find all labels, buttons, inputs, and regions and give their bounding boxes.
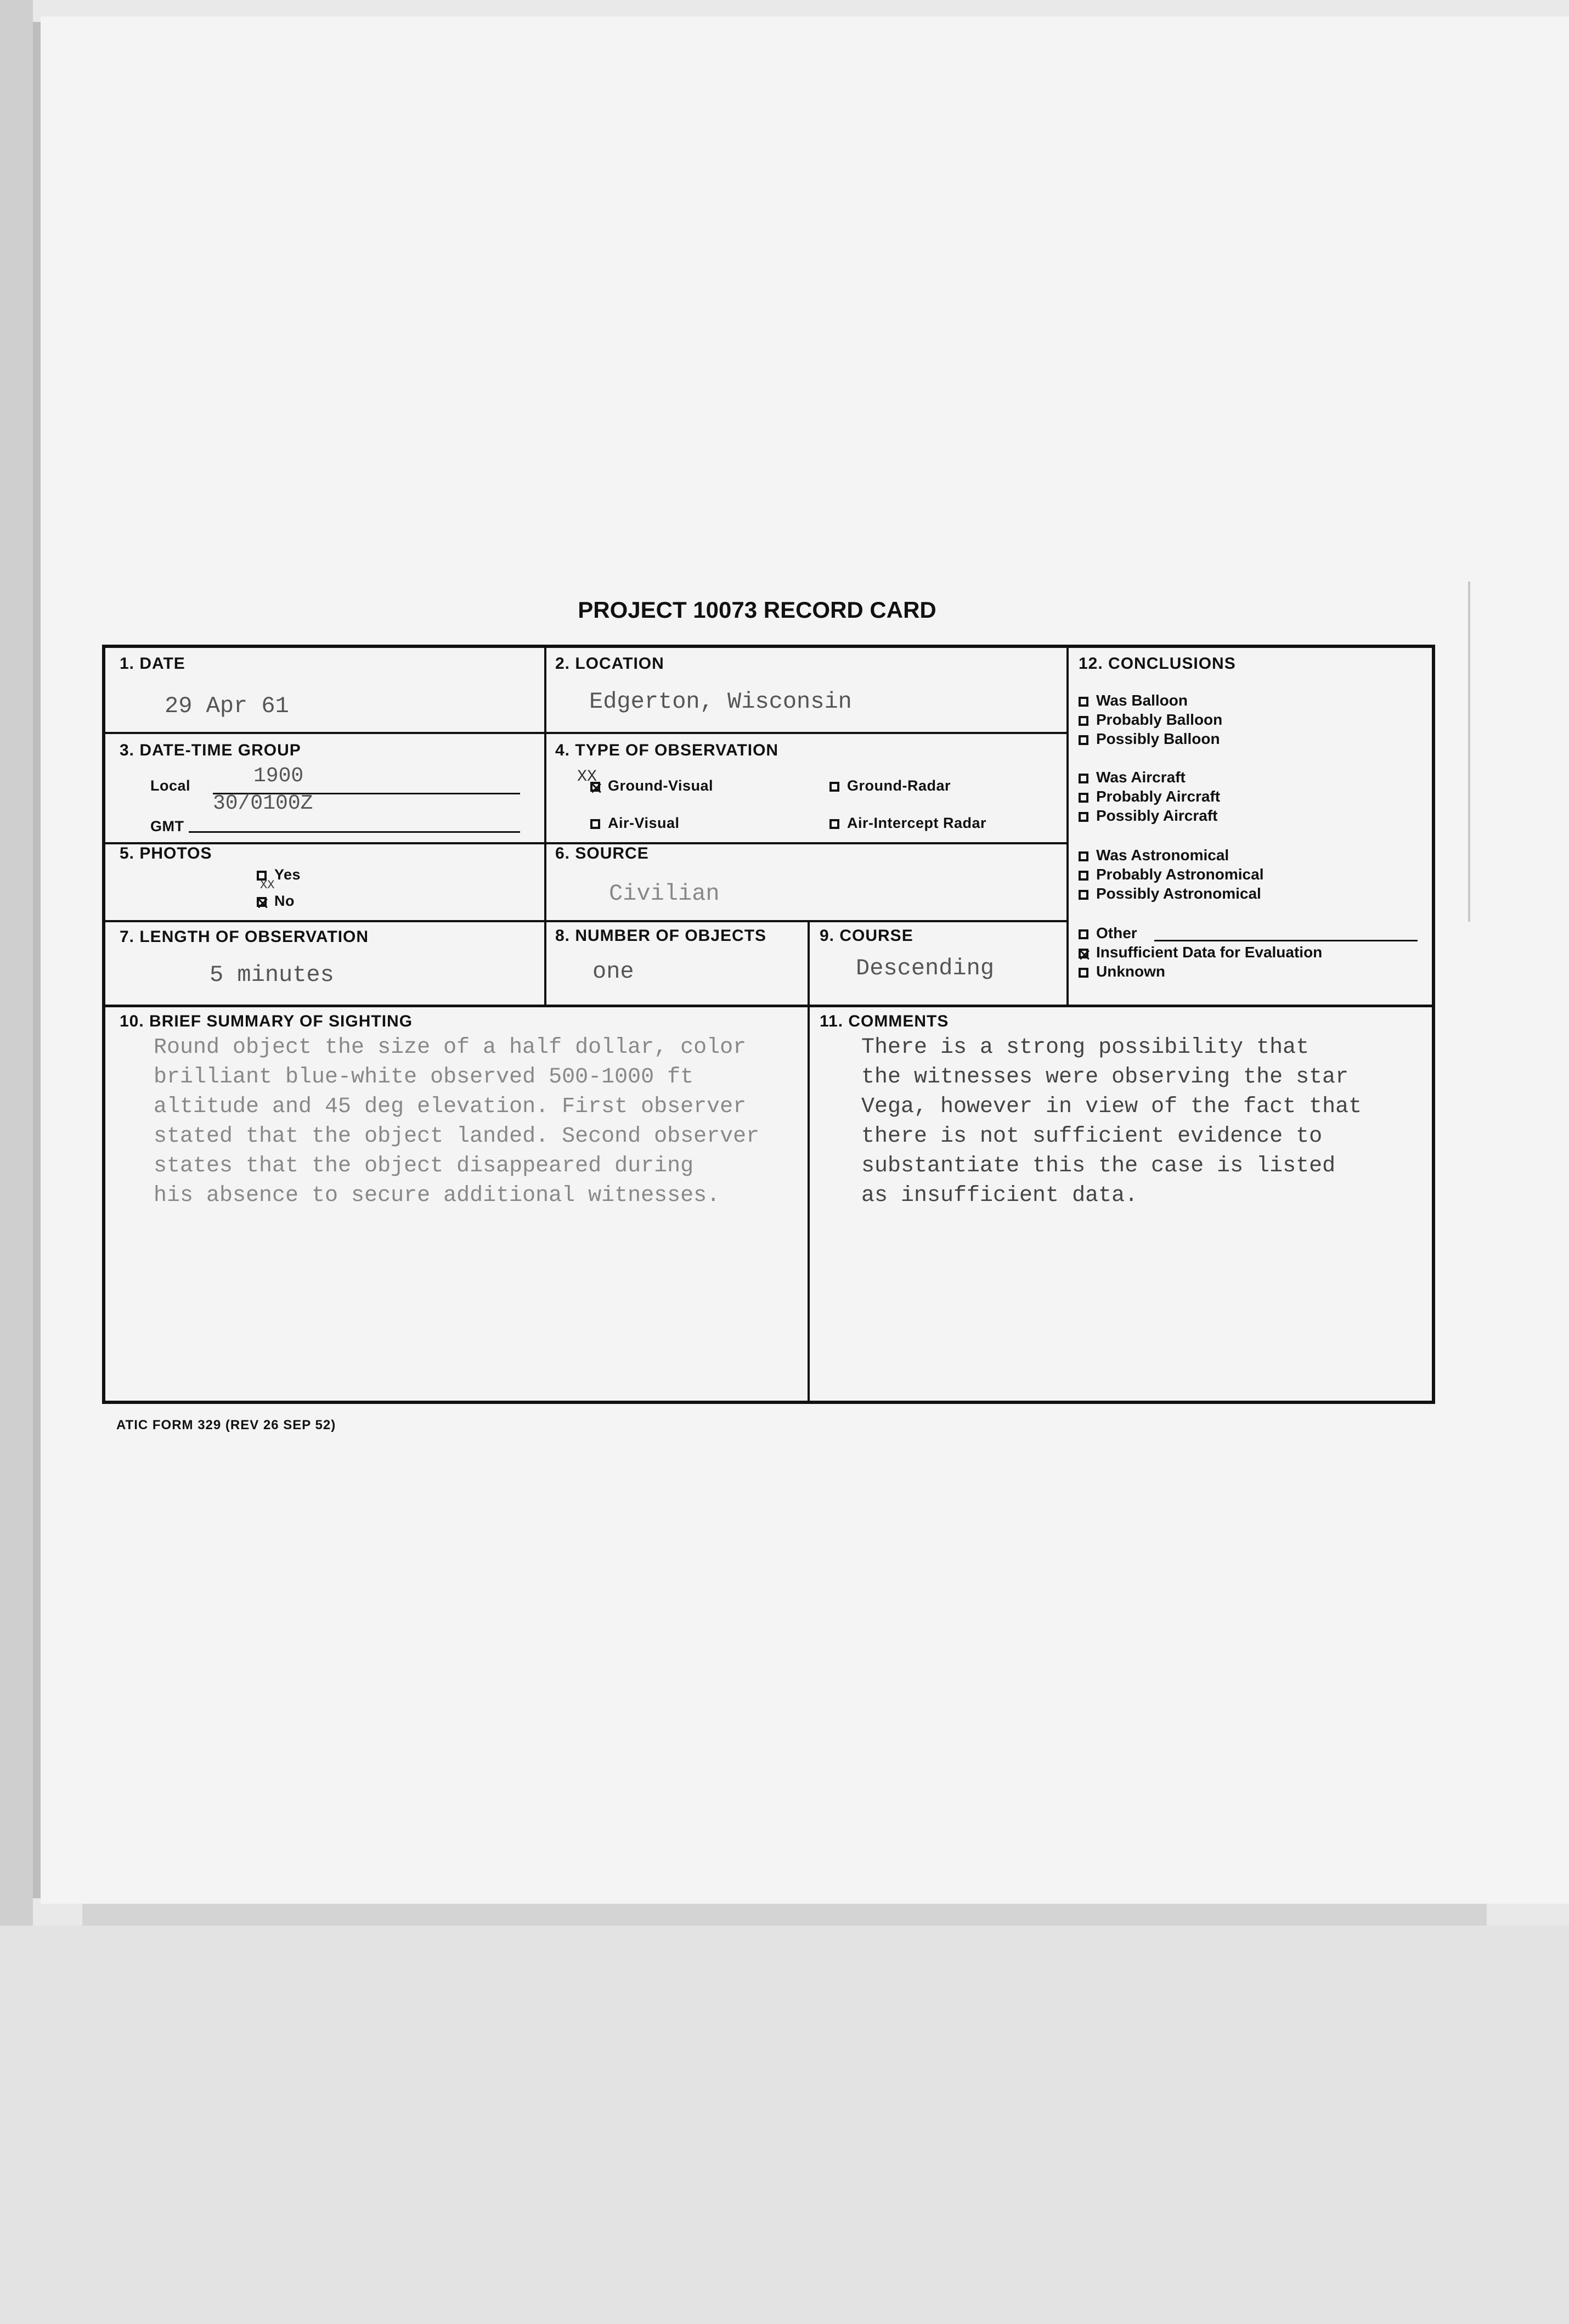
checkbox-icon bbox=[1079, 812, 1088, 822]
comments-line: substantiate this the case is listed bbox=[861, 1154, 1336, 1178]
comments-label: 11. COMMENTS bbox=[820, 1012, 949, 1030]
summary-label: 10. BRIEF SUMMARY OF SIGHTING bbox=[120, 1012, 413, 1030]
checkbox-icon bbox=[1079, 716, 1088, 726]
summary-line: stated that the object landed. Second observer bbox=[154, 1124, 760, 1149]
conclusion-probably-balloon: Probably Balloon bbox=[1079, 710, 1222, 729]
conclusions-other-group bbox=[1079, 923, 1322, 981]
conclusions-balloon-group bbox=[1079, 691, 1222, 748]
film-edge bbox=[33, 22, 41, 1898]
checkbox-icon bbox=[1079, 697, 1088, 707]
dtg-label: 3. DATE-TIME GROUP bbox=[120, 741, 301, 759]
scan-artifact-line bbox=[1468, 582, 1470, 922]
divider bbox=[1066, 648, 1069, 1005]
ground-visual-option: Ground-Visual bbox=[590, 777, 713, 794]
summary-line: brilliant blue-white observed 500-1000 ft bbox=[154, 1065, 694, 1090]
conclusion-was-balloon: Was Balloon bbox=[1079, 691, 1222, 710]
conclusion-probably-aircraft: Probably Aircraft bbox=[1079, 787, 1220, 806]
comments-line: There is a strong possibility that bbox=[861, 1035, 1310, 1060]
course-value: Descending bbox=[856, 955, 995, 982]
checkbox-icon bbox=[1079, 774, 1088, 783]
location-value: Edgerton, Wisconsin bbox=[589, 689, 852, 715]
photos-label: 5. PHOTOS bbox=[120, 844, 212, 862]
date-value: 29 Apr 61 bbox=[165, 693, 289, 719]
conclusions-aircraft-group bbox=[1079, 768, 1220, 825]
scan-background bbox=[0, 1926, 1569, 2324]
course-label: 9. COURSE bbox=[820, 927, 913, 945]
checkbox-icon bbox=[1079, 929, 1088, 939]
photos-no-option: No bbox=[257, 893, 295, 910]
conclusion-was-astronomical: Was Astronomical bbox=[1079, 845, 1263, 865]
source-label: 6. SOURCE bbox=[555, 844, 649, 862]
conclusion-possibly-aircraft: Possibly Aircraft bbox=[1079, 806, 1220, 825]
conclusion-possibly-balloon: Possibly Balloon bbox=[1079, 729, 1222, 748]
checkbox-icon bbox=[1079, 968, 1088, 978]
gmt-value: 30/0100Z bbox=[213, 792, 313, 815]
length-label: 7. LENGTH OF OBSERVATION bbox=[120, 928, 369, 946]
conclusion-other: Other bbox=[1079, 923, 1322, 943]
divider bbox=[105, 732, 1066, 734]
summary-text bbox=[154, 1033, 759, 1211]
air-visual-option: Air-Visual bbox=[590, 815, 680, 832]
comments-line: there is not sufficient evidence to bbox=[861, 1124, 1323, 1149]
conclusion-probably-astronomical: Probably Astronomical bbox=[1079, 865, 1263, 884]
form-identifier: ATIC FORM 329 (REV 26 SEP 52) bbox=[116, 1418, 336, 1432]
checkbox-icon bbox=[1079, 735, 1088, 745]
objects-label: 8. NUMBER OF OBJECTS bbox=[555, 927, 767, 945]
divider bbox=[105, 1005, 1432, 1007]
comments-line: the witnesses were observing the star bbox=[861, 1065, 1349, 1090]
checkbox-icon bbox=[1079, 851, 1088, 861]
local-value: 1900 bbox=[253, 764, 304, 788]
local-label: Local bbox=[150, 777, 191, 794]
checked-box-icon bbox=[257, 897, 267, 907]
summary-line: Round object the size of a half dollar, color bbox=[154, 1035, 747, 1060]
checked-box-icon bbox=[1079, 949, 1088, 958]
air-intercept-option: Air-Intercept Radar bbox=[829, 815, 986, 832]
record-card bbox=[102, 645, 1435, 1404]
comments-text bbox=[861, 1033, 1362, 1211]
checkbox-icon bbox=[829, 782, 839, 792]
checkbox-icon bbox=[829, 819, 839, 829]
checked-box-icon bbox=[590, 782, 600, 792]
checkbox-icon bbox=[1079, 890, 1088, 900]
checkbox-icon bbox=[590, 819, 600, 829]
summary-line: states that the object disappeared during bbox=[154, 1154, 694, 1178]
comments-line: as insufficient data. bbox=[861, 1183, 1138, 1208]
divider bbox=[544, 648, 546, 1005]
divider bbox=[105, 920, 1066, 922]
gmt-underline bbox=[189, 831, 520, 833]
objects-value: one bbox=[592, 958, 634, 985]
conclusion-insufficient-data: Insufficient Data for Evaluation bbox=[1079, 943, 1322, 962]
conclusion-possibly-astronomical: Possibly Astronomical bbox=[1079, 884, 1263, 903]
photos-mark: XX bbox=[260, 878, 275, 892]
checkbox-icon bbox=[1079, 793, 1088, 803]
card-title: PROJECT 10073 RECORD CARD bbox=[578, 597, 936, 623]
conclusion-was-aircraft: Was Aircraft bbox=[1079, 768, 1220, 787]
length-value: 5 minutes bbox=[210, 962, 334, 988]
conclusions-astronomical-group bbox=[1079, 845, 1263, 903]
conclusion-unknown: Unknown bbox=[1079, 962, 1322, 981]
observation-mark: XX bbox=[577, 768, 597, 786]
summary-line: his absence to secure additional witnesses. bbox=[154, 1183, 720, 1208]
paper-shadow bbox=[82, 1904, 1487, 1926]
observation-type-label: 4. TYPE OF OBSERVATION bbox=[555, 741, 779, 759]
conclusions-label: 12. CONCLUSIONS bbox=[1079, 655, 1236, 673]
comments-line: Vega, however in view of the fact that bbox=[861, 1095, 1362, 1119]
gmt-label: GMT bbox=[150, 818, 184, 834]
summary-line: altitude and 45 deg elevation. First observer bbox=[154, 1095, 747, 1119]
photos-yes-option: Yes bbox=[257, 866, 301, 883]
date-label: 1. DATE bbox=[120, 655, 185, 673]
other-underline bbox=[1154, 940, 1418, 941]
checkbox-icon bbox=[1079, 871, 1088, 881]
source-value: Civilian bbox=[609, 881, 720, 907]
location-label: 2. LOCATION bbox=[555, 655, 664, 673]
ground-radar-option: Ground-Radar bbox=[829, 777, 951, 794]
divider bbox=[808, 920, 810, 1404]
